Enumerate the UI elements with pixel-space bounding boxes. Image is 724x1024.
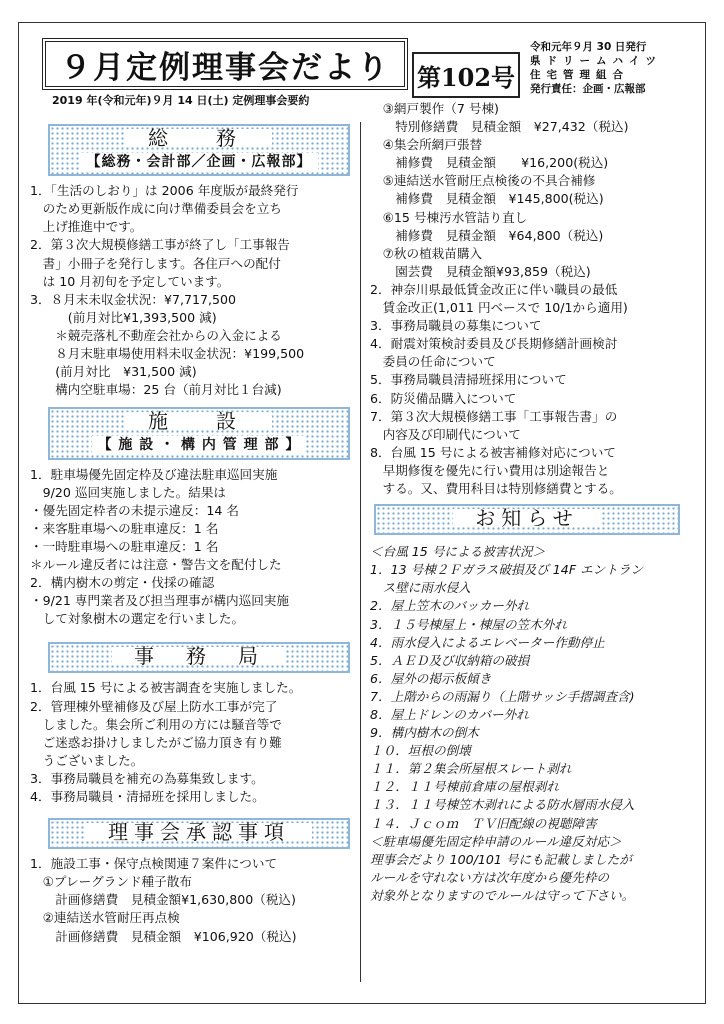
publish-date: 令和元年９月 30 日発行 bbox=[530, 41, 647, 53]
text-line: 5．事務局職員清掃班採用について bbox=[370, 372, 567, 388]
text-line: ８月末駐車場使用料未収金状況：¥199,500 bbox=[30, 346, 305, 362]
newsletter-title: ９月定例理事会だより bbox=[42, 38, 408, 90]
section-title: お知らせ bbox=[453, 509, 600, 527]
section-title: 事 務 局 bbox=[112, 647, 286, 665]
text-line: 7．第３次大規模修繕工事「工事報告書」の bbox=[370, 408, 618, 424]
text-line: 9/20 巡回実施しました。結果は bbox=[30, 484, 227, 500]
text-line: 計画修繕費 見積金額 ¥106,920（税込) bbox=[30, 928, 297, 944]
section-body-secretariat bbox=[30, 679, 350, 806]
text-line: 理事会だより 100/101 号にも記載しましたが bbox=[370, 851, 632, 867]
text-line: 3．１５号棟屋上・棟屋の笠木外れ bbox=[370, 616, 567, 632]
text-line: 4．事務局職員・清掃班を採用しました。 bbox=[30, 789, 265, 804]
text-line: 特別修繕費 見積金額 ¥27,432（税込) bbox=[370, 119, 629, 135]
text-line: 3．事務局職員の募集について bbox=[370, 318, 542, 334]
text-line: ＊競売落札不動産会社からの入金による bbox=[30, 327, 282, 343]
text-line: 構内空駐車場：25 台（前月対比１台減) bbox=[30, 382, 282, 398]
text-line: １０．垣根の倒壊 bbox=[370, 743, 471, 759]
text-line: １４．Ｊｃｏｍ ＴＶ旧配線の視聴障害 bbox=[370, 815, 597, 831]
text-line: 書」小冊子を発行します。各住戸への配付 bbox=[30, 255, 281, 271]
text-line: のため更新版作成に向け準備委員会を立ち bbox=[30, 201, 282, 217]
text-line: ・一時駐車場への駐車違反：1 名 bbox=[30, 538, 219, 554]
section-banner-board-approvals bbox=[48, 818, 350, 849]
text-line: 2．屋上笠木のバッカー外れ bbox=[370, 598, 530, 614]
text-line: 1．施設工事・保守点検関連７案件について bbox=[30, 856, 278, 872]
approvals-continued bbox=[370, 100, 710, 498]
text-line: 2．構内樹木の剪定・伐採の確認 bbox=[30, 575, 215, 591]
section-banner-notice bbox=[374, 504, 680, 535]
section-banner-general-affairs bbox=[48, 124, 350, 176]
text-line: 園芸費 見積金額¥93,859（税込) bbox=[370, 263, 591, 279]
text-line: 4．耐震対策検討委員及び長期修繕計画検討 bbox=[370, 336, 618, 352]
text-line: ・9/21 専門業者及び担当理事が構内巡回実施 bbox=[30, 593, 289, 609]
section-body-facilities bbox=[30, 466, 350, 629]
text-line: (前月対比¥1,393,500 減) bbox=[30, 309, 217, 325]
column-divider bbox=[360, 122, 361, 982]
section-subtitle: 【総務・会計部／企画・広報部】 bbox=[81, 153, 318, 171]
text-line: うございました。 bbox=[30, 752, 144, 768]
right-column bbox=[370, 100, 710, 905]
text-line: 2．第３次大規模修繕工事が終了し「工事報告 bbox=[30, 237, 290, 253]
left-column bbox=[30, 120, 350, 946]
section-subtitle: 【 施 設 ・ 構 内 管 理 部 】 bbox=[92, 436, 307, 454]
text-line: 上げ推進中です。 bbox=[30, 219, 143, 235]
section-body-notice bbox=[370, 543, 710, 905]
text-line: １１．第２集会所屋根スレート剥れ bbox=[370, 761, 572, 777]
text-line: 8．屋上ドレンのカバー外れ bbox=[370, 707, 529, 722]
text-line: 1．「生活のしおり」は 2006 年度版が最終発行 bbox=[30, 183, 299, 199]
text-line: 計画修繕費 見積金額¥1,630,800（税込) bbox=[30, 892, 296, 908]
text-line: 3．事務局職員を補充の為募集致します。 bbox=[30, 770, 264, 786]
text-line: 補修費 見積金額 ¥16,200(税込) bbox=[370, 155, 609, 171]
text-line: 3．８月末未収金状況：¥7,717,500 bbox=[30, 291, 237, 307]
text-line: ⑤連結送水管耐圧点検後の不具合補修 bbox=[370, 173, 596, 189]
text-line: １３．１１号棟笠木剥れによる防水層雨水侵入 bbox=[370, 797, 635, 813]
text-line: ルールを守れない方は次年度から優先枠の bbox=[370, 869, 610, 885]
section-banner-facilities bbox=[48, 407, 350, 459]
section-title: 施 設 bbox=[126, 412, 272, 430]
text-line: は 10 月初旬を予定しています。 bbox=[30, 273, 230, 289]
text-line: 委員の任命について bbox=[370, 354, 496, 370]
text-line: ②連結送水管耐圧再点検 bbox=[30, 910, 180, 926]
text-line: ＊ルール違反者には注意・警告文を配付した bbox=[30, 556, 282, 572]
text-line: 1．台風 15 号による被害調査を実施しました。 bbox=[30, 680, 302, 696]
section-body-board-approvals bbox=[30, 855, 350, 945]
text-line: 1．駐車場優先固定枠及び違法駐車巡回実施 bbox=[30, 466, 278, 482]
text-line: 7．上階からの雨漏り（上階サッシ手摺調査含) bbox=[370, 688, 635, 704]
text-line: 8．台風 15 号による被害補修対応について bbox=[370, 444, 616, 460]
text-line: して対象樹木の選定を行いました。 bbox=[30, 611, 245, 627]
text-line: ＜台風 15 号による被害状況＞ bbox=[370, 544, 546, 560]
text-line: 対象外となりますのでルールは守って下さい。 bbox=[370, 887, 635, 903]
publisher-name-1: 県ドリームハイツ bbox=[530, 55, 662, 67]
text-line: ⑥15 号棟汚水管詰り直し bbox=[370, 209, 528, 225]
text-line: １２．１１号棟前倉庫の屋根剥れ bbox=[370, 779, 559, 795]
text-line: 早期修復を優先に行い費用は別途報告と bbox=[370, 462, 610, 478]
text-line: 6．屋外の掲示板傾き bbox=[370, 670, 492, 686]
publisher-name-2: 住宅管理組合 bbox=[530, 69, 629, 81]
text-line: ①プレーグランド種子散布 bbox=[30, 874, 192, 890]
section-banner-secretariat bbox=[48, 642, 350, 673]
section-body-general-affairs bbox=[30, 182, 350, 399]
section-title: 総 務 bbox=[126, 129, 272, 147]
text-line: 4．雨水侵入によるエレベーター作動停止 bbox=[370, 634, 605, 650]
text-line: 2．管理棟外壁補修及び屋上防水工事が完了 bbox=[30, 698, 278, 714]
text-line: 賃金改正(1,011 円ベースで 10/1から適用) bbox=[370, 300, 628, 316]
editor-credit: 発行責任：企画・広報部 bbox=[530, 83, 646, 95]
text-line: 補修費 見積金額 ¥145,800(税込) bbox=[370, 191, 604, 207]
issue-number: 第102号 bbox=[412, 52, 520, 98]
text-line: ⑦秋の植栽苗購入 bbox=[370, 245, 483, 261]
text-line: (前月対比 ¥31,500 減) bbox=[30, 364, 197, 380]
text-line: 9．構内樹木の倒木 bbox=[370, 725, 479, 741]
text-line: ス壁に雨水侵入 bbox=[370, 580, 471, 596]
section-title: 理事会承認事項 bbox=[86, 823, 312, 841]
text-line: ご迷惑お掛けしましたがご協力頂き有り難 bbox=[30, 734, 282, 750]
text-line: ③網戸製作（7 号棟) bbox=[370, 101, 499, 116]
text-line: しました。集会所ご利用の方には騒音等で bbox=[30, 716, 282, 732]
text-line: 6．防災備品購入について bbox=[370, 390, 517, 406]
text-line: ・優先固定枠者の未提示違反：14 名 bbox=[30, 502, 239, 518]
publisher-block bbox=[530, 40, 700, 96]
text-line: 2．神奈川県最低賃金改正に伴い職員の最低 bbox=[370, 281, 618, 297]
meeting-subtitle: 2019 年(令和元年)９月 14 日(土) 定例理事会要約 bbox=[52, 94, 310, 107]
text-line: ④集会所網戸張替 bbox=[370, 137, 483, 153]
text-line: する。又、費用科目は特別修繕費とする。 bbox=[370, 480, 622, 496]
text-line: ＜駐車場優先固定枠申請のルール違反対応＞ bbox=[370, 833, 622, 849]
text-line: ・来客駐車場への駐車違反：1 名 bbox=[30, 520, 219, 536]
text-line: 補修費 見積金額 ¥64,800（税込) bbox=[370, 227, 604, 243]
text-line: 1．13 号棟２Ｆガラス破損及び 14F エントラン bbox=[370, 562, 644, 578]
text-line: 内容及び印刷代について bbox=[370, 426, 521, 442]
text-line: 5．ＡＥＤ及び収納箱の破損 bbox=[370, 652, 530, 668]
